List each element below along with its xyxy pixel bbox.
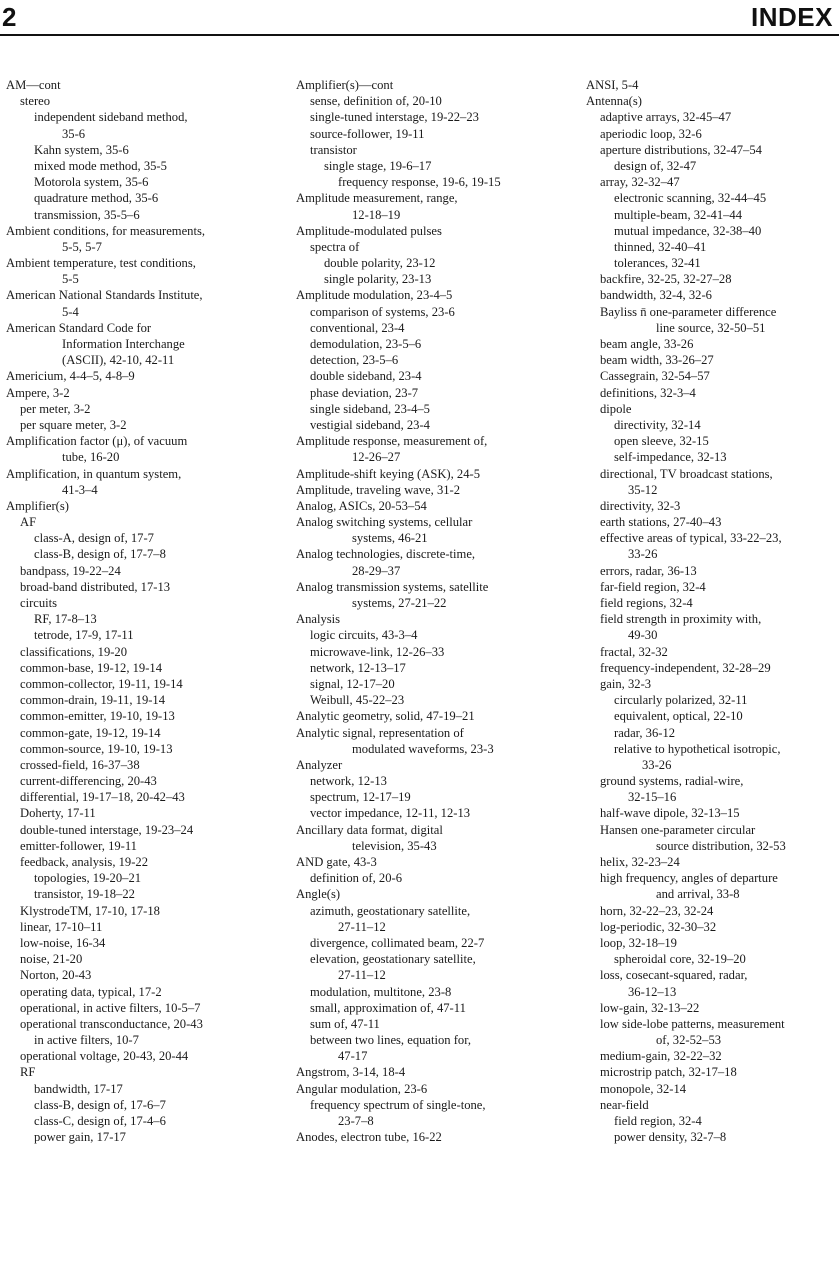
index-entry: single stage, 19-6–17: [324, 158, 432, 173]
index-entry: low-gain, 32-13–22: [600, 1000, 700, 1015]
index-entry: crossed-field, 16-37–38: [20, 757, 140, 772]
index-entry: directivity, 32-14: [614, 417, 701, 432]
index-entry: systems, 27-21–22: [352, 596, 447, 610]
index-entry: Amplitude-shift keying (ASK), 24-5: [296, 466, 480, 481]
index-entry: 35-6: [62, 126, 86, 141]
index-entry: 12-26–27: [352, 450, 401, 465]
index-entry: frequency response, 19-6, 19-15: [338, 175, 501, 190]
index-entry: Amplitude modulation, 23-4–5: [296, 288, 453, 303]
index-entry: American Standard Code for: [6, 320, 152, 335]
index-entry: near-field: [600, 1097, 649, 1112]
index-entry: independent sideband method,: [34, 110, 188, 125]
index-entry: adaptive arrays, 32-45–47: [600, 110, 732, 125]
index-entry: loss, cosecant-squared, radar,: [600, 968, 748, 983]
index-entry: RF: [20, 1065, 36, 1080]
index-entry: field regions, 32-4: [600, 596, 693, 610]
index-entry: emitter-follower, 19-11: [20, 838, 137, 853]
index-entry: 5-5: [62, 272, 79, 287]
index-entry: directional, TV broadcast stations,: [600, 466, 773, 481]
index-entry: single polarity, 23-13: [324, 272, 432, 287]
index-entry: far-field region, 32-4: [600, 579, 706, 594]
index-entry: 5-5, 5-7: [62, 239, 102, 254]
index-entry: source distribution, 32-53: [656, 838, 786, 853]
index-entry: half-wave dipole, 32-13–15: [600, 806, 740, 821]
index-entry: spectra of: [310, 239, 360, 254]
index-entry: per meter, 3-2: [20, 401, 91, 416]
index-entry: high frequency, angles of departure: [600, 871, 778, 886]
index-entry: Norton, 20-43: [20, 968, 92, 983]
index-entry: earth stations, 27-40–43: [600, 515, 722, 530]
index-entry: quadrature method, 35-6: [34, 191, 159, 206]
index-entry: Cassegrain, 32-54–57: [600, 369, 710, 384]
index-entry: tetrode, 17-9, 17-11: [34, 628, 134, 643]
index-entry: AF: [20, 515, 37, 530]
index-entry: systems, 46-21: [352, 531, 428, 546]
index-entry: demodulation, 23-5–6: [310, 337, 422, 351]
index-entry: directivity, 32-3: [600, 498, 681, 513]
index-entry: low-noise, 16-34: [20, 935, 106, 950]
index-entry: Kahn system, 35-6: [34, 142, 129, 157]
index-entry: single-tuned interstage, 19-22–23: [310, 110, 479, 125]
index-entry: 33-26: [642, 757, 672, 772]
index-column-1: [6, 77, 274, 1145]
index-entry: 33-26: [628, 547, 658, 562]
index-entry: common-gate, 19-12, 19-14: [20, 725, 161, 740]
index-entry: frequency spectrum of single-tone,: [310, 1097, 486, 1112]
index-entry: gain, 32-3: [600, 676, 652, 691]
index-entry: multiple-beam, 32-41–44: [614, 207, 743, 222]
index-entry: medium-gain, 32-22–32: [600, 1049, 722, 1064]
index-entry: feedback, analysis, 19-22: [20, 855, 148, 869]
index-entry: Analyzer: [296, 757, 343, 772]
index-entry: comparison of systems, 23-6: [310, 304, 455, 319]
index-entry: Analog technologies, discrete-time,: [296, 547, 476, 562]
index-entry: television, 35-43: [352, 838, 437, 853]
index-entry: Amplitude, traveling wave, 31-2: [296, 482, 461, 497]
index-entry: KlystrodeTM, 17-10, 17-18: [20, 903, 160, 918]
index-entry: between two lines, equation for,: [310, 1033, 472, 1048]
index-entry: design of, 32-47: [614, 158, 697, 173]
index-entry: 23-7–8: [338, 1114, 374, 1128]
index-entry: stereo: [20, 94, 51, 109]
index-entry: loop, 32-18–19: [600, 935, 677, 950]
index-entry: power density, 32-7–8: [614, 1130, 727, 1145]
index-entry: sense, definition of, 20-10: [310, 94, 442, 109]
index-entry: Weibull, 45-22–23: [310, 693, 405, 708]
index-entry: open sleeve, 32-15: [614, 434, 709, 449]
index-entry: common-base, 19-12, 19-14: [20, 660, 162, 675]
index-entry: per square meter, 3-2: [20, 417, 127, 432]
index-entry: fractal, 32-32: [600, 644, 668, 659]
index-entry: Bayliss n̄ one-parameter difference: [600, 304, 777, 319]
index-entry: azimuth, geostationary satellite,: [310, 903, 471, 918]
index-entry: ground systems, radial-wire,: [600, 774, 744, 789]
index-entry: operating data, typical, 17-2: [20, 984, 162, 999]
index-entry: Angle(s): [296, 887, 341, 902]
index-entry: vestigial sideband, 23-4: [310, 417, 430, 432]
index-entry: common-drain, 19-11, 19-14: [20, 693, 166, 708]
index-entry: 12-18–19: [352, 207, 401, 222]
index-entry: circularly polarized, 32-11: [614, 693, 748, 708]
index-entry: beam angle, 33-26: [600, 337, 694, 351]
index-entry: Amplification, in quantum system,: [6, 466, 182, 481]
index-entry: circuits: [20, 596, 58, 610]
index-entry: monopole, 32-14: [600, 1081, 687, 1096]
index-entry: 32-15–16: [628, 790, 677, 805]
index-entry: linear, 17-10–11: [20, 919, 103, 934]
index-entry: classifications, 19-20: [20, 644, 128, 659]
page-title: INDEX: [751, 2, 833, 32]
index-entry: Amplifier(s): [6, 498, 69, 513]
index-entry: array, 32-32–47: [600, 175, 680, 190]
index-entry: microstrip patch, 32-17–18: [600, 1065, 737, 1080]
index-column-3: [586, 77, 838, 1145]
index-entry: AND gate, 43-3: [296, 855, 377, 869]
index-entry: tube, 16-20: [62, 450, 120, 465]
index-entry: 5-4: [62, 304, 79, 319]
index-entry: double sideband, 23-4: [310, 369, 422, 384]
index-entry: electronic scanning, 32-44–45: [614, 191, 767, 206]
index-entry: elevation, geostationary satellite,: [310, 952, 476, 967]
index-entry: Amplitude measurement, range,: [296, 191, 458, 206]
index-entry: line source, 32-50–51: [656, 320, 766, 335]
index-entry: Amplitude-modulated pulses: [296, 223, 442, 238]
index-entry: operational voltage, 20-43, 20-44: [20, 1049, 189, 1064]
index-entry: bandpass, 19-22–24: [20, 563, 121, 578]
index-entry: effective areas of typical, 33-22–23,: [600, 531, 782, 546]
index-entry: horn, 32-22–23, 32-24: [600, 903, 714, 918]
index-entry: Analytic geometry, solid, 47-19–21: [296, 709, 475, 724]
index-entry: Angstrom, 3-14, 18-4: [296, 1065, 406, 1080]
index-entry: Analytic signal, representation of: [296, 725, 464, 740]
index-entry: Analog transmission systems, satellite: [296, 579, 489, 594]
index-entry: transistor, 19-18–22: [34, 887, 135, 902]
index-entry: Information Interchange: [62, 337, 185, 351]
index-entry: relative to hypothetical isotropic,: [614, 741, 781, 756]
index-entry: network, 12-13–17: [310, 660, 406, 675]
index-entry: Hansen one-parameter circular: [600, 822, 756, 837]
index-entry: Angular modulation, 23-6: [296, 1081, 428, 1096]
index-entry: current-differencing, 20-43: [20, 774, 157, 789]
index-entry: broad-band distributed, 17-13: [20, 579, 171, 594]
index-entry: low side-lobe patterns, measurement: [600, 1016, 785, 1031]
index-entry: vector impedance, 12-11, 12-13: [310, 806, 471, 821]
index-entry: backfire, 32-25, 32-27–28: [600, 272, 732, 287]
index-entry: American National Standards Institute,: [6, 288, 203, 303]
index-entry: power gain, 17-17: [34, 1130, 126, 1145]
index-entry: and arrival, 33-8: [656, 887, 740, 902]
index-entry: (ASCII), 42-10, 42-11: [62, 353, 175, 368]
index-entry: radar, 36-12: [614, 725, 676, 740]
index-entry: spheroidal core, 32-19–20: [614, 952, 746, 967]
index-entry: Amplitude response, measurement of,: [296, 434, 488, 449]
index-entry: bandwidth, 32-4, 32-6: [600, 288, 712, 303]
index-entry: 36-12–13: [628, 984, 677, 999]
index-entry: bandwidth, 17-17: [34, 1081, 123, 1096]
index-entry: sum of, 47-11: [310, 1016, 380, 1031]
index-entry: operational transconductance, 20-43: [20, 1016, 203, 1031]
index-entry: Motorola system, 35-6: [34, 175, 149, 190]
index-entry: mixed mode method, 35-5: [34, 158, 167, 173]
index-entry: ANSI, 5-4: [586, 78, 639, 92]
index-entry: 28-29–37: [352, 563, 401, 578]
index-entry: 49-30: [628, 628, 658, 643]
index-entry: common-emitter, 19-10, 19-13: [20, 709, 175, 724]
index-entry: field strength in proximity with,: [600, 612, 762, 627]
index-entry: network, 12-13: [310, 774, 387, 789]
index-entry: dipole: [600, 401, 632, 416]
index-entry: topologies, 19-20–21: [34, 871, 142, 886]
index-entry: modulated waveforms, 23-3: [352, 741, 494, 756]
index-entry: log-periodic, 32-30–32: [600, 919, 717, 934]
index-entry: Analysis: [296, 612, 341, 627]
page-number: 2: [2, 2, 17, 32]
index-entry: 35-12: [628, 482, 658, 497]
index-entry: 27-11–12: [338, 919, 386, 934]
index-entry: 27-11–12: [338, 968, 386, 983]
index-entry: mutual impedance, 32-38–40: [614, 223, 762, 238]
index-entry: Ampere, 3-2: [6, 385, 70, 400]
index-entry: class-B, design of, 17-7–8: [34, 547, 166, 562]
index-entry: RF, 17-8–13: [34, 612, 97, 627]
index-entry: beam width, 33-26–27: [600, 353, 714, 368]
index-entry: 41-3–4: [62, 482, 98, 497]
index-entry: frequency-independent, 32-28–29: [600, 660, 771, 675]
index-entry: small, approximation of, 47-11: [310, 1000, 466, 1015]
header-rule: [0, 34, 839, 36]
index-entry: detection, 23-5–6: [310, 353, 399, 368]
index-entry: noise, 21-20: [20, 952, 83, 967]
index-entry: common-collector, 19-11, 19-14: [20, 676, 183, 691]
index-entry: Doherty, 17-11: [20, 806, 96, 821]
index-entry: Analog switching systems, cellular: [296, 515, 473, 530]
index-entry: Anodes, electron tube, 16-22: [296, 1130, 442, 1145]
index-entry: equivalent, optical, 22-10: [614, 709, 743, 724]
index-entry: transmission, 35-5–6: [34, 207, 140, 222]
index-entry: Amplifier(s)—cont: [296, 78, 394, 92]
index-entry: AM—cont: [6, 78, 61, 92]
index-entry: double polarity, 23-12: [324, 256, 436, 271]
index-entry: differential, 19-17–18, 20-42–43: [20, 790, 185, 805]
index-entry: signal, 12-17–20: [310, 676, 395, 691]
index-entry: Ambient conditions, for measurements,: [6, 223, 206, 238]
index-entry: Antenna(s): [586, 94, 642, 109]
index-entry: conventional, 23-4: [310, 320, 405, 335]
index-entry: thinned, 32-40–41: [614, 239, 707, 254]
index-entry: tolerances, 32-41: [614, 256, 701, 271]
index-entry: spectrum, 12-17–19: [310, 790, 411, 805]
index-entry: aperture distributions, 32-47–54: [600, 142, 762, 157]
index-entry: helix, 32-23–24: [600, 855, 680, 869]
index-entry: definitions, 32-3–4: [600, 385, 696, 400]
index-entry: Ancillary data format, digital: [296, 822, 443, 837]
index-entry: class-B, design of, 17-6–7: [34, 1097, 166, 1112]
index-entry: of, 32-52–53: [656, 1033, 722, 1048]
index-column-2: [296, 77, 576, 1145]
index-entry: operational, in active filters, 10-5–7: [20, 1000, 201, 1015]
index-entry: Ambient temperature, test conditions,: [6, 256, 196, 271]
index-entry: microwave-link, 12-26–33: [310, 644, 445, 659]
index-entry: divergence, collimated beam, 22-7: [310, 935, 485, 950]
index-entry: class-C, design of, 17-4–6: [34, 1114, 166, 1128]
index-entry: modulation, multitone, 23-8: [310, 984, 452, 999]
index-entry: double-tuned interstage, 19-23–24: [20, 822, 194, 837]
index-entry: in active filters, 10-7: [34, 1033, 139, 1048]
index-entry: self-impedance, 32-13: [614, 450, 727, 465]
index-entry: aperiodic loop, 32-6: [600, 126, 702, 141]
index-entry: Americium, 4-4–5, 4-8–9: [6, 369, 135, 384]
index-entry: logic circuits, 43-3–4: [310, 628, 418, 643]
index-entry: transistor: [310, 142, 357, 157]
index-entry: 47-17: [338, 1049, 368, 1064]
index-entry: field region, 32-4: [614, 1114, 702, 1128]
index-entry: common-source, 19-10, 19-13: [20, 741, 173, 756]
index-entry: phase deviation, 23-7: [310, 385, 419, 400]
index-entry: Analog, ASICs, 20-53–54: [296, 498, 427, 513]
index-entry: single sideband, 23-4–5: [310, 401, 430, 416]
index-entry: definition of, 20-6: [310, 871, 402, 886]
index-entry: Amplification factor (μ), of vacuum: [6, 434, 188, 449]
index-entry: source-follower, 19-11: [310, 126, 425, 141]
index-entry: errors, radar, 36-13: [600, 563, 697, 578]
index-entry: class-A, design of, 17-7: [34, 531, 154, 546]
